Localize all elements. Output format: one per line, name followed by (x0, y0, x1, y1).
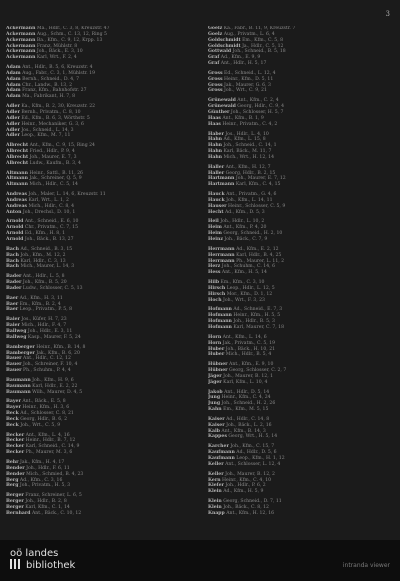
directory-entry: Baier Jos., Küfer, H. 7, 23 (6, 317, 67, 323)
directory-entry: Haller Ant., Kfm., H. 12, 7 (208, 164, 271, 170)
directory-entry: Hecht Ad., Kfm., D. 5, 3 (208, 209, 265, 215)
directory-entry: Kaiser Joh., Bäck., L. 2, 16 (208, 422, 272, 428)
directory-entry: Becker Heinr., Hdlr., B. 7, 12 (6, 438, 76, 444)
directory-entry: Hahn Mich., Wrt., H. 12, 14 (208, 154, 275, 160)
directory-entry: Hess Ant., Kfm., H. 5, 14 (208, 270, 267, 276)
directory-entry: Goldschmidt Em., Kfm., C. 5, 8 (208, 37, 284, 43)
directory-entry: Beck Georg, Hdlr., B. 6, 2 (6, 416, 68, 422)
directory-entry: Berg Joh., Privatm., H. 5, 3 (6, 483, 71, 489)
directory-entry: Heim Georg, Schneid., H. 2, 10 (208, 231, 283, 237)
directory-entry: Bender Joh., Hdlr., F. 6, 11 (6, 465, 70, 471)
directory-entry: Hoch Joh., Wrt., F. 3, 23 (208, 297, 265, 303)
directory-entry: Berger Karl, Kfm., C. 1, 14 (6, 504, 70, 510)
directory-entry: Baumann Joh., Kfm., H. 9, 6 (6, 377, 74, 383)
directory-entry: Huber Joh., Bäck., H. 10, 21 (208, 346, 276, 352)
directory-entry: Bach Ad., Schneid., B. 3, 15 (6, 246, 73, 252)
directory-entry: Kappes Georg, Wrt., H. 5, 14 (208, 434, 278, 440)
directory-entry: Horn Ant., Kfm., L. 14, 6 (208, 334, 267, 340)
directory-entry: Becker Ph., Maurer, M. 3, 6 (6, 450, 73, 456)
directory-entry: Becker Ant., Kfm., L. 4, 16 (6, 432, 70, 438)
directory-entry: Jung Joh., Schneid., H. 2, 26 (208, 401, 276, 407)
directory-entry: Beck Joh., Wrt., C. 5, 9 (6, 422, 61, 428)
library-logo (10, 548, 75, 571)
directory-entry: Haller Georg, Hdlr., B. 2, 15 (208, 170, 276, 176)
directory-entry: Bader Joh., Kfm., B. 5, 20 (6, 280, 67, 286)
directory-entry: Bach Mich., Maurer, L. 14, 3 (6, 264, 75, 270)
directory-entry: Haas Ant., Kfm., B. 1, 9 (208, 115, 264, 121)
directory-entry: Bayer Ant., Bäck., E. 5, 8 (6, 399, 66, 405)
directory-entry: Andreas Karl, Wrt., L. 1, 2 (6, 197, 69, 203)
directory-entry: Kern Heinr., Kfm., C. 4, 10 (208, 477, 272, 483)
directory-entry: Bach Joh., Kfm., M. 12, 2 (6, 252, 66, 258)
directory-entry: Baer Leop., Privatm., P. 5, 8 (6, 307, 73, 313)
directory-entry: Heil Joh., Hdlr., L. 10, 2 (208, 219, 265, 225)
directory-entry: Graf Ant., Hdlr., H. 5, 17 (208, 61, 267, 67)
directory-entry: Kaufmann Leop., Kfm., H. 1, 12 (208, 456, 285, 461)
directory-entry: Heim Ant., Kfm., P. 4, 20 (208, 225, 267, 231)
directory-entry: Goelz Aug., Privatm., L. 6, 4 (208, 31, 275, 37)
directory-entry: Gross Joh., Wrt., C. 9, 21 (208, 88, 267, 94)
directory-entry: Baer Em., Kfm., B. 2, 4 (6, 301, 61, 307)
directory-entry: Baier Mich., Hdlr., F. 4, 7 (6, 323, 67, 329)
directory-entry: Bauer Joh., Schreiner, F. 10, 4 (6, 362, 78, 368)
directory-entry: Arnold Ed., Kfm., H. 8, 1 (6, 231, 66, 237)
directory-entry: Goldschmidt Ja., Hdlr., C. 5, 12 (208, 43, 284, 49)
directory-entry: Adler Bernh., Privatm., C. 8, 10 (6, 109, 81, 115)
directory-entry: Hübner Georg, Schlosser, C. 2, 7 (208, 368, 287, 374)
directory-entry: Hofmann Joh., Hdlr., B. 5, 3 (208, 319, 275, 325)
directory-entry: Albrecht Ant., Kfm., C. 9, 15, Ring 24 (6, 143, 95, 149)
directory-entry: Jakob Ant., Hdlr., D. 5, 14 (208, 389, 270, 395)
directory-entry: Hahn Karl, Bäck., M. 11, 7 (208, 149, 272, 155)
page-number: 3 (385, 10, 390, 18)
directory-entry: Becker Karl, Schneid., C. 14, 9 (6, 444, 80, 450)
directory-entry: Karcher Joh., Kfm., C. 15, 7 (208, 444, 275, 450)
directory-entry: Baumann Karl, Hdlr., E. 2, 22 (6, 383, 78, 389)
directory-entry: Kahn Em., Kfm., M. 5, 15 (208, 407, 269, 413)
directory-entry: Albrecht Ludw., Kaufm., B. 3, 4 (6, 160, 81, 166)
directory-entry: Berger Joh., Hdlr., B. 2, 8 (6, 499, 67, 505)
directory-entry: Grünewald Ant., Kfm., C. 2, 4 (208, 98, 279, 104)
directory-entry: Beck Ad., Schlosser, C. 8, 21 (6, 411, 74, 417)
directory-entry: Arnold Ant., Schneid., E. 6, 10 (6, 219, 79, 225)
directory-entry: Bader Ludw., Schlosser, C. 5, 13 (6, 285, 83, 291)
directory-entry: Jung Heinr., Kfm., C. 4, 24 (208, 395, 271, 401)
directory-entry: Altmann Mich., Hdlr., C. 5, 14 (6, 182, 78, 188)
left-column (6, 26, 194, 538)
directory-entry: Keller Joh., Maurer, B. 12, 2 (208, 471, 275, 477)
directory-entry: Ballweg Joh., Hdlr., E. 3, 11 (6, 328, 73, 334)
directory-entry: Jäger Karl, Kfm., L. 10, 4 (208, 379, 268, 385)
directory-entry: Huber Mich., Hdlr., B. 5, 4 (208, 352, 272, 358)
directory-entry: Arnold Chr., Privatm., C. 7, 15 (6, 225, 78, 231)
directory-entry: Klein Ad., Kfm., H. 5, 9 (208, 489, 264, 495)
directory-entry: Horn Jak., Privatm., C. 5, 19 (208, 340, 276, 346)
directory-entry: Ackermann Karl, Wrt., F. 2, 4 (6, 55, 77, 61)
directory-entry: Graf Ad., Kfm., E. 9, 9 (208, 55, 261, 61)
directory-entry: Klein Joh., Bäck., C. 8, 12 (208, 504, 269, 510)
directory-entry: Goelz Ka., Fabr., B. 11, 9, Kreuzstr. 7 (208, 26, 296, 31)
directory-entry: Altmann Heinr., Sattl., B. 11, 26 (6, 170, 83, 176)
directory-entry: Baer Ad., Kfm., H. 3, 11 (6, 295, 63, 301)
directory-entry: Andreas Joh., Maler, L. 14, 6, Kreuzstr. 11 (6, 192, 106, 198)
logo-line-2: bibliothek (26, 560, 76, 571)
directory-entry: Adam Bernh., Schneid., D. 4, 7 (6, 76, 80, 82)
directory-entry: Bader Ant., Hdlr., L. 5, 8 (6, 274, 65, 280)
directory-entry: Hauck Ant., Privatm., G. 4, 6 (208, 192, 277, 198)
directory-entry: Gross Ed., Schneid., L. 12, 4 (208, 70, 276, 76)
directory-entry: Adler Jos., Schneid., L. 14, 3 (6, 127, 74, 133)
directory-entry: Herrmann Karl, Hdlr., B. 4, 25 (208, 252, 282, 258)
directory-entry: Heinz Joh., Bäck., C. 7, 9 (208, 237, 268, 242)
directory-entry: Jäger Joh., Maurer, B. 12, 1 (208, 373, 274, 379)
directory-entry: Gross Heinr., Kfm., D. 5, 11 (208, 76, 274, 82)
right-column (208, 26, 392, 538)
directory-entry: Behr Jak., Kfm., H. 4, 17 (6, 460, 65, 465)
directory-entry: Gross Jak., Maurer, G. 6, 3 (208, 82, 271, 88)
directory-entry: Bauer Ant., Hdlr., C. 12, 12 (6, 356, 71, 362)
directory-entry: Adam Ant., Hdlr., B. 5, 6, Kreuzstr. 4 (6, 65, 93, 71)
directory-entry: Bernhard Ant., Bäck., C. 10, 12 (6, 510, 82, 516)
directory-entry: Herrmann Ad., Kfm., E. 2, 12 (208, 246, 279, 252)
directory-entry: Grünewald Georg, Hdlr., C. 9, 4 (208, 104, 285, 110)
directory-entry: Hartmann Karl, Kfm., C. 4, 15 (208, 182, 281, 188)
directory-entry: Hirsch Mor., Kfm., D. 1, 12 (208, 291, 273, 297)
directory-entry: Bach Karl, Hdlr., C. 3, 13 (6, 258, 66, 264)
directory-entry: Hauck Joh., Kfm., L. 14, 11 (208, 197, 273, 203)
directory-entry: Ballweg Kasp., Maurer, F. 5, 24 (6, 334, 81, 340)
directory-entry: Kalb Ant., Kfm., B. 14, 3 (208, 428, 266, 434)
directory-entry: Keller Ant., Schlosser, L. 12, 4 (208, 461, 281, 467)
directory-entry: Günther Joh., Schlosser, H. 5, 7 (208, 109, 284, 115)
directory-entry: Herz Joh., Schuhm., C. 14, 6 (208, 264, 275, 270)
directory-entry: Gottwald Joh., Schneid., B. 5, 18 (208, 49, 286, 55)
directory-entry: Bamberger Jak., Kfm., B. 6, 20 (6, 350, 80, 356)
directory-entry: Adler Heinr., Mechaniker, G. 3, 6 (6, 121, 84, 127)
directory-entry: Hübner Ant., Kfm., E. 9, 10 (208, 362, 274, 368)
directory-entry: Adam Ma., Fabrikant, H. 7, 8 (6, 94, 76, 100)
directory-entry: Hilb Em., Kfm., C. 3, 10 (208, 280, 265, 286)
directory-entry: Hartmann Joh., Maurer, E. 7, 12 (208, 176, 286, 182)
directory-entry: Altmann Jak., Schreiner, Q. 5, 9 (6, 176, 82, 182)
directory-entry: Hauser Heinr., Schlosser, C. 5, 9 (208, 203, 286, 209)
directory-entry: Hofmann Karl, Maurer, C. 7, 18 (208, 324, 285, 330)
directory-entry: Kaufmann Ad., Hdlr., D. 5, 6 (208, 450, 277, 456)
directory-entry: Bauer Ph., Schuhm., P. 4, 4 (6, 368, 71, 374)
directory-entry: Albrecht Fried., Hdlr., P. 9, 4 (6, 149, 75, 155)
directory-entry: Berg Ad., Kfm., C. 3, 16 (6, 477, 63, 483)
directory-entry: Hahn Joh., Schneid., C. 14, 1 (208, 143, 277, 149)
directory-entry: Andreas Mich., Hdlr., C. 8, 4 (6, 203, 75, 209)
directory-entry: Berger Franz, Schreiner, L. 6, 5 (6, 493, 82, 499)
directory-entry: Anton Joh., Drechsl., D. 10, 1 (6, 209, 76, 215)
directory-entry: Ackermann Ba., Kfm., C. 9, 12, Krpp. 13 (6, 37, 103, 43)
directory-entry: Adler Ed., Kfm., B. 6, 3, Wörthstr. 5 (6, 115, 90, 121)
viewer-label: intranda viewer (342, 562, 390, 569)
directory-entry: Kiefer Joh., Hdlr., P. 6, 2 (208, 483, 266, 489)
directory-entry: Ackermann Joh., Bäck., E. 3, 10 (6, 49, 83, 55)
directory-entry: Hofmann Heinr., Kfm., H. 5, 5 (208, 313, 281, 319)
directory-entry: Ackermann Franz, Mühlstr. 8 (6, 43, 78, 49)
directory-entry: Bayer Heinr., Kfm., H. 3, 6 (6, 405, 70, 411)
directory-entry: Adam Chr., Landw., B. 13, 2 (6, 82, 73, 88)
directory-entry: Arnold Joh., Bäck., B. 13, 27 (6, 237, 74, 242)
directory-entry: Baumann Wilh., Maurer, D. 4, 5 (6, 389, 83, 395)
directory-entry: Bamberger Heinr., Kfm., B. 14, 8 (6, 344, 86, 350)
directory-entry: Hofmann Ad., Schneid., E. 7, 3 (208, 307, 283, 313)
directory-entry: Kaiser Ad., Hdlr., C. 14, 8 (208, 416, 270, 422)
logo-bars-icon (10, 559, 24, 569)
directory-entry: Haas Heinr., Privatm., C. 4, 2 (208, 121, 278, 127)
directory-entry: Bender Mich., Schmied, B. 4, 23 (6, 471, 84, 477)
directory-entry: Klein Georg, Schneid., D. 7, 11 (208, 499, 282, 505)
directory-entry: Albrecht Joh., Maurer, E. 7, 3 (6, 154, 77, 160)
logo-line-1: oö landes (10, 548, 59, 559)
directory-entry: Adam Franz, Kfm., Bahnhofstr. 27 (6, 88, 87, 94)
directory-entry: Herrmann Ph., Maurer, L. 11, 2 (208, 258, 285, 264)
directory-entry: Adler Leop., Kfm., M. 7, 11 (6, 133, 71, 139)
directory-entry: Hahn Ad., Kfm., L. 15, 8 (208, 137, 266, 143)
directory-entry: Hirsch Leop., Hdlr., L. 12, 5 (208, 285, 275, 291)
directory-entry: Adam Aug., Fabr., C. 3, 1, Mühlstr. 19 (6, 70, 96, 76)
directory-entry: Ackermann Ma., Hdlr., C. 3, 8, Kreuzstr. 47 (6, 26, 110, 31)
directory-entry: Ackermann Aug., Schm., C. 13, 12, Ring 5 (6, 31, 107, 37)
directory-entry: Adler Ka., Kfm., B. 2, 30, Kreuzstr. 22 (6, 104, 96, 110)
directory-entry: Knapp Ant., Kfm., H. 12, 16 (208, 510, 275, 516)
directory-entry: Haber Jos., Hdlr., L. 4, 10 (208, 131, 269, 137)
